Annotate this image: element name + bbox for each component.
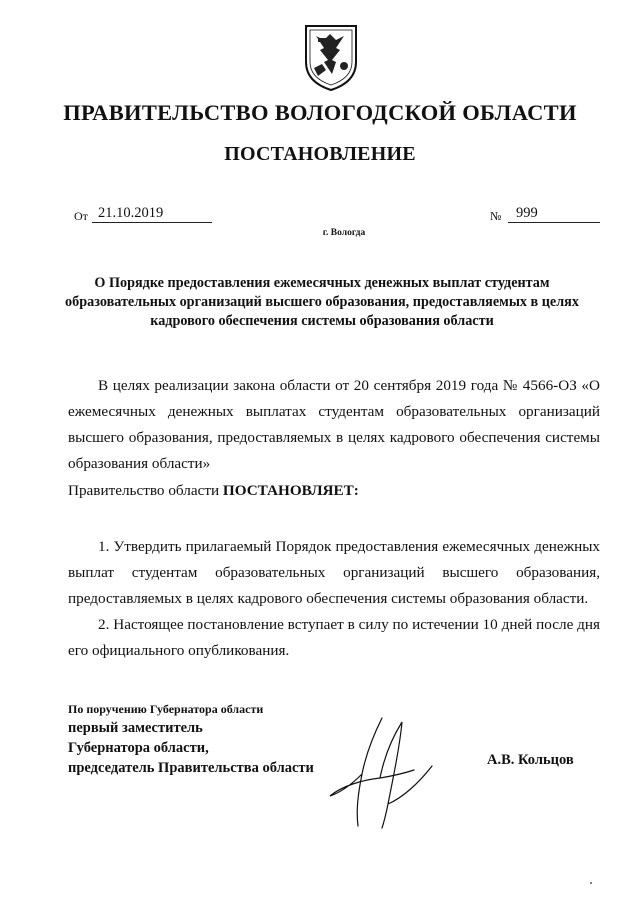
document-type: ПОСТАНОВЛЕНИЕ	[224, 143, 416, 165]
intro-paragraph: В целях реализации закона области от 20 сентября 2019 года № 4566-ОЗ «О ежемесячных денежных выплатах студентам образовательных организаций высшего образования, предоставляемых в целях кадрового обеспечения системы образования области»	[68, 377, 600, 472]
decree-line	[68, 478, 600, 504]
document-number: 999	[508, 205, 600, 223]
date-prefix: От	[74, 209, 88, 223]
document-date: 21.10.2019	[92, 205, 212, 223]
city-label: г. Вологда	[322, 228, 366, 238]
coat-of-arms-icon	[302, 22, 360, 92]
decree-word: ПОСТАНОВЛЯЕТ:	[222, 482, 359, 499]
decree-prefix: Правительство области	[68, 482, 220, 499]
handwritten-signature	[322, 714, 438, 834]
signature-position-3: председатель Правительства области	[68, 760, 314, 776]
document-subject: О Порядке предоставления ежемесячных денежных выплат студентам образовательных организаций высшего образования, предоставляемых в целях кадрового обеспечения системы образования области	[65, 275, 579, 329]
signature-authority: По поручению Губернатора области	[68, 702, 264, 716]
decree-item-1: 1. Утвердить прилагаемый Порядок предоставления ежемесячных денежных выплат студентам образовательных организаций высшего образования, предоставляемых в целях кадрового обеспечения системы образования области.	[68, 538, 600, 607]
org-title: ПРАВИТЕЛЬСТВО ВОЛОГОДСКОЙ ОБЛАСТИ	[63, 100, 577, 125]
signature-position-2: Губернатора области,	[68, 740, 209, 756]
signature-block	[68, 700, 314, 778]
signer-name: А.В. Кольцов	[487, 752, 574, 768]
decree-item-2: 2. Настоящее постановление вступает в силу по истечении 10 дней после дня его официального опубликования.	[68, 616, 600, 659]
scan-speck	[590, 882, 592, 884]
signature-position-1: первый заместитель	[68, 720, 203, 736]
number-prefix: №	[490, 209, 502, 223]
